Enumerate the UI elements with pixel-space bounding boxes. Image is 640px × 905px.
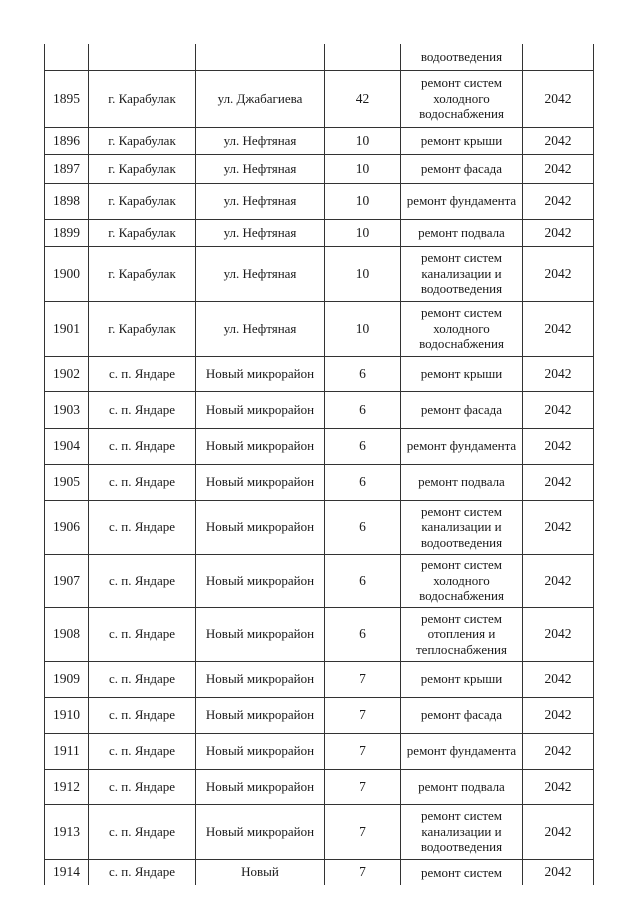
table-row [45,661,594,697]
work-type-cell: ремонт фундамента [401,428,523,464]
year-cell: 2042 [523,219,594,246]
work-type-cell: ремонт фасада [401,697,523,733]
year-cell: 2042 [523,733,594,769]
table-body [45,44,594,885]
house-number-cell: 6 [325,464,401,500]
house-number-cell [325,44,401,70]
settlement-cell: с. п. Яндаре [89,554,196,607]
house-number-cell: 6 [325,554,401,607]
street-cell [196,44,325,70]
table-row [45,697,594,733]
row-number-cell: 1907 [45,554,89,607]
row-number-cell: 1913 [45,804,89,859]
house-number-cell: 10 [325,246,401,301]
row-number-cell: 1904 [45,428,89,464]
work-type-cell: ремонт подвала [401,464,523,500]
table-row [45,219,594,246]
year-cell: 2042 [523,428,594,464]
street-cell: ул. Нефтяная [196,219,325,246]
table-row [45,733,594,769]
street-cell: Новый микрорайон [196,464,325,500]
table-row [45,500,594,554]
house-number-cell: 6 [325,500,401,554]
row-number-cell: 1900 [45,246,89,301]
row-number-cell: 1898 [45,183,89,219]
house-number-cell: 7 [325,697,401,733]
year-cell: 2042 [523,70,594,127]
house-number-cell: 7 [325,859,401,885]
house-number-cell: 10 [325,154,401,183]
table-row [45,356,594,391]
settlement-cell: с. п. Яндаре [89,661,196,697]
house-number-cell: 7 [325,769,401,804]
settlement-cell: г. Карабулак [89,154,196,183]
year-cell: 2042 [523,391,594,428]
settlement-cell: с. п. Яндаре [89,428,196,464]
work-type-cell: ремонт систем холодного водоснабжения [401,554,523,607]
year-cell: 2042 [523,661,594,697]
street-cell: Новый микрорайон [196,733,325,769]
house-number-cell: 10 [325,301,401,356]
house-number-cell: 7 [325,733,401,769]
year-cell: 2042 [523,246,594,301]
row-number-cell: 1902 [45,356,89,391]
work-type-cell: ремонт систем канализации и водоотведения [401,246,523,301]
work-type-cell: ремонт систем [401,859,523,885]
settlement-cell: с. п. Яндаре [89,356,196,391]
work-type-cell: ремонт фундамента [401,183,523,219]
table-row [45,44,594,70]
house-number-cell: 10 [325,219,401,246]
work-type-cell: ремонт фасада [401,154,523,183]
settlement-cell: с. п. Яндаре [89,769,196,804]
house-number-cell: 10 [325,183,401,219]
row-number-cell: 1903 [45,391,89,428]
table-row [45,464,594,500]
street-cell: ул. Нефтяная [196,246,325,301]
row-number-cell: 1908 [45,607,89,661]
row-number-cell: 1899 [45,219,89,246]
work-type-cell: ремонт фундамента [401,733,523,769]
year-cell: 2042 [523,183,594,219]
street-cell: Новый микрорайон [196,500,325,554]
street-cell: Новый микрорайон [196,697,325,733]
row-number-cell: 1905 [45,464,89,500]
work-type-cell: ремонт крыши [401,356,523,391]
street-cell: Новый микрорайон [196,356,325,391]
street-cell: ул. Нефтяная [196,154,325,183]
work-type-cell: ремонт крыши [401,127,523,154]
year-cell: 2042 [523,500,594,554]
row-number-cell: 1910 [45,697,89,733]
settlement-cell: с. п. Яндаре [89,500,196,554]
house-number-cell: 6 [325,356,401,391]
row-number-cell: 1912 [45,769,89,804]
work-type-cell: водоотведения [401,44,523,70]
street-cell: Новый микрорайон [196,607,325,661]
year-cell: 2042 [523,769,594,804]
work-type-cell: ремонт крыши [401,661,523,697]
row-number-cell: 1896 [45,127,89,154]
settlement-cell: с. п. Яндаре [89,697,196,733]
settlement-cell: с. п. Яндаре [89,733,196,769]
table-row [45,127,594,154]
table-row [45,183,594,219]
table-row [45,70,594,127]
table-row [45,607,594,661]
house-number-cell: 6 [325,607,401,661]
year-cell: 2042 [523,607,594,661]
table-row [45,301,594,356]
work-type-cell: ремонт систем холодного водоснабжения [401,301,523,356]
work-type-cell: ремонт подвала [401,769,523,804]
work-type-cell: ремонт фасада [401,391,523,428]
table-row [45,246,594,301]
year-cell: 2042 [523,859,594,885]
work-type-cell: ремонт систем холодного водоснабжения [401,70,523,127]
settlement-cell [89,44,196,70]
settlement-cell: г. Карабулак [89,301,196,356]
row-number-cell [45,44,89,70]
street-cell: Новый [196,859,325,885]
document-sheet [44,44,594,885]
repair-schedule-table [44,44,594,885]
house-number-cell: 42 [325,70,401,127]
street-cell: Новый микрорайон [196,391,325,428]
work-type-cell: ремонт систем канализации и водоотведения [401,804,523,859]
house-number-cell: 10 [325,127,401,154]
table-row [45,554,594,607]
settlement-cell: с. п. Яндаре [89,391,196,428]
work-type-cell: ремонт систем отопления и теплоснабжения [401,607,523,661]
settlement-cell: г. Карабулак [89,127,196,154]
house-number-cell: 7 [325,804,401,859]
year-cell: 2042 [523,697,594,733]
year-cell: 2042 [523,154,594,183]
settlement-cell: г. Карабулак [89,219,196,246]
year-cell: 2042 [523,127,594,154]
street-cell: Новый микрорайон [196,428,325,464]
table-row [45,769,594,804]
settlement-cell: с. п. Яндаре [89,464,196,500]
row-number-cell: 1909 [45,661,89,697]
year-cell: 2042 [523,804,594,859]
street-cell: ул. Нефтяная [196,301,325,356]
settlement-cell: с. п. Яндаре [89,859,196,885]
row-number-cell: 1914 [45,859,89,885]
table-row [45,428,594,464]
row-number-cell: 1901 [45,301,89,356]
house-number-cell: 6 [325,391,401,428]
settlement-cell: г. Карабулак [89,70,196,127]
year-cell [523,44,594,70]
work-type-cell: ремонт подвала [401,219,523,246]
street-cell: ул. Нефтяная [196,127,325,154]
row-number-cell: 1895 [45,70,89,127]
row-number-cell: 1906 [45,500,89,554]
year-cell: 2042 [523,301,594,356]
table-row [45,391,594,428]
house-number-cell: 6 [325,428,401,464]
work-type-cell: ремонт систем канализации и водоотведения [401,500,523,554]
table-row [45,804,594,859]
year-cell: 2042 [523,356,594,391]
street-cell: ул. Нефтяная [196,183,325,219]
table-row [45,859,594,885]
street-cell: ул. Джабагиева [196,70,325,127]
street-cell: Новый микрорайон [196,804,325,859]
row-number-cell: 1897 [45,154,89,183]
street-cell: Новый микрорайон [196,661,325,697]
year-cell: 2042 [523,554,594,607]
table-row [45,154,594,183]
year-cell: 2042 [523,464,594,500]
settlement-cell: с. п. Яндаре [89,804,196,859]
street-cell: Новый микрорайон [196,554,325,607]
street-cell: Новый микрорайон [196,769,325,804]
row-number-cell: 1911 [45,733,89,769]
settlement-cell: г. Карабулак [89,183,196,219]
house-number-cell: 7 [325,661,401,697]
settlement-cell: г. Карабулак [89,246,196,301]
settlement-cell: с. п. Яндаре [89,607,196,661]
